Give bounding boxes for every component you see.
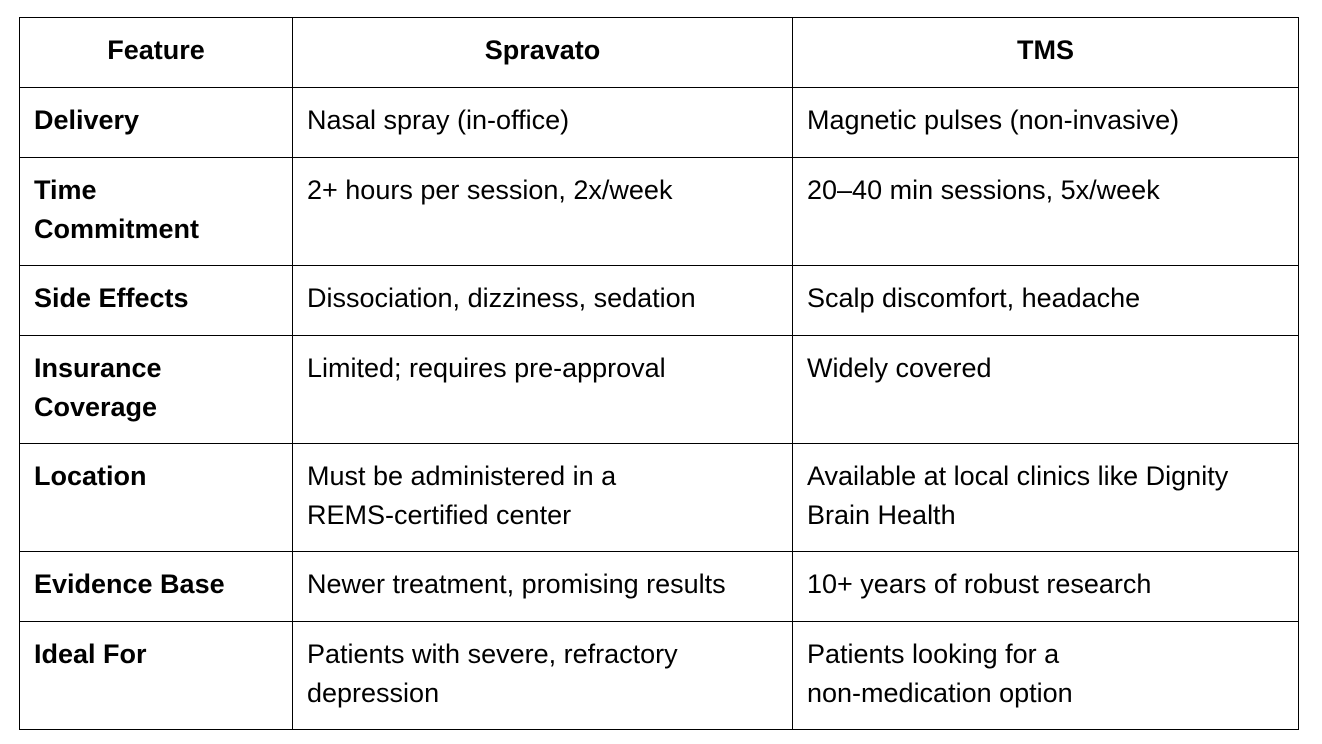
- spravato-cell: 2+ hours per session, 2x/week: [293, 158, 793, 266]
- header-tms: TMS: [793, 18, 1299, 88]
- tms-cell: Available at local clinics like Dignity Brain Health: [793, 444, 1299, 552]
- tms-cell: 20–40 min sessions, 5x/week: [793, 158, 1299, 266]
- header-feature: Feature: [20, 18, 293, 88]
- table-row: [20, 444, 1299, 552]
- comparison-table: [19, 17, 1299, 730]
- spravato-cell: Newer treatment, promising results: [293, 552, 793, 622]
- feature-cell: Delivery: [20, 88, 293, 158]
- tms-cell: Magnetic pulses (non-invasive): [793, 88, 1299, 158]
- tms-cell: Scalp discomfort, headache: [793, 266, 1299, 336]
- spravato-cell: Nasal spray (in-office): [293, 88, 793, 158]
- feature-cell: Side Effects: [20, 266, 293, 336]
- table-row: [20, 158, 1299, 266]
- spravato-cell: Limited; requires pre-approval: [293, 336, 793, 444]
- header-spravato: Spravato: [293, 18, 793, 88]
- table-row: [20, 88, 1299, 158]
- table-row: [20, 552, 1299, 622]
- spravato-cell: Patients with severe, refractory depression: [293, 622, 793, 730]
- header-row: [20, 18, 1299, 88]
- spravato-cell: Dissociation, dizziness, sedation: [293, 266, 793, 336]
- tms-cell: Widely covered: [793, 336, 1299, 444]
- feature-cell: Evidence Base: [20, 552, 293, 622]
- feature-cell: Time Commitment: [20, 158, 293, 266]
- table-row: [20, 266, 1299, 336]
- feature-cell: Location: [20, 444, 293, 552]
- table-row: [20, 622, 1299, 730]
- tms-cell: 10+ years of robust research: [793, 552, 1299, 622]
- table-row: [20, 336, 1299, 444]
- feature-cell: Insurance Coverage: [20, 336, 293, 444]
- tms-cell: Patients looking for a non-medication option: [793, 622, 1299, 730]
- feature-cell: Ideal For: [20, 622, 293, 730]
- spravato-cell: Must be administered in a REMS-certified center: [293, 444, 793, 552]
